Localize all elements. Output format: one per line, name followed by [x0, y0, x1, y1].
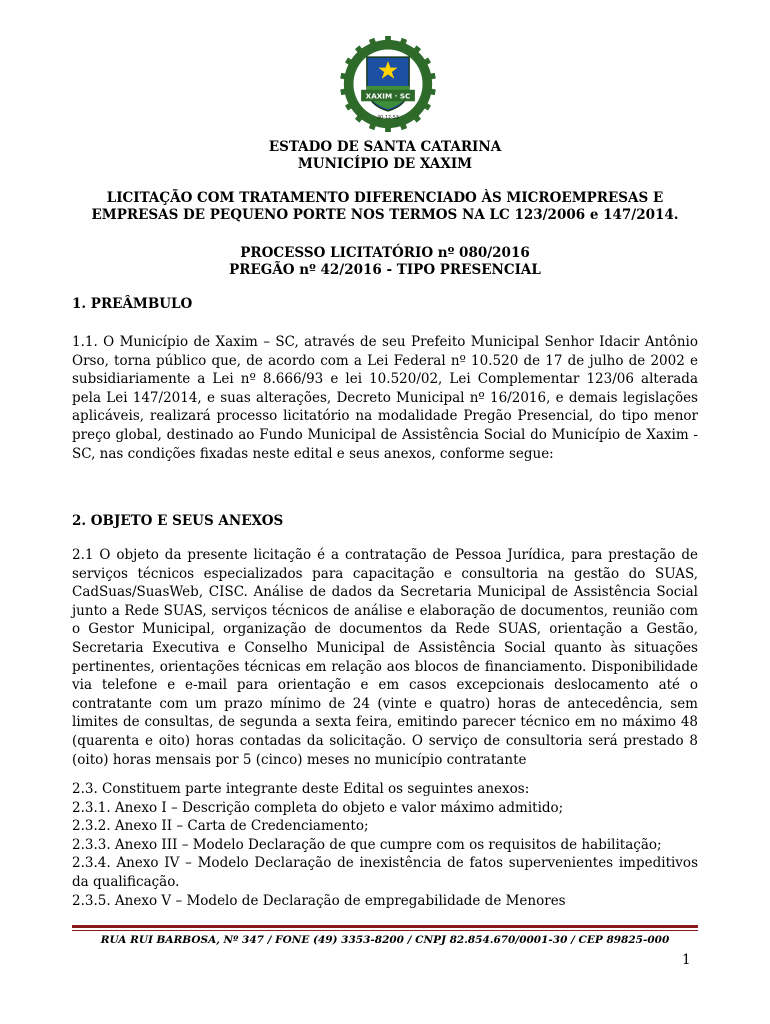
footer-rule-thick [72, 925, 698, 928]
list-item: 2.3.4. Anexo IV – Modelo Declaração de inexistência de fatos supervenientes impeditivos da qualificação. [72, 855, 698, 890]
header-process-number: PROCESSO LICITATÓRIO nº 080/2016 [240, 245, 530, 261]
seal-date-text: 30-12-53 [377, 115, 399, 121]
list-item: 2.3.1. Anexo I – Descrição completa do objeto e valor máximo admitido; [72, 799, 564, 816]
header-licitation-type [60, 190, 710, 224]
header-licitation-line2: EMPRESAS DE PEQUENO PORTE NOS TERMOS NA LC 123/2006 e 147/2014. [91, 207, 679, 223]
header-state-municipality [60, 139, 710, 173]
list-item: 2.3.2. Anexo II – Carta de Credenciamento; [72, 818, 369, 835]
header-licitation-line1: LICITAÇÃO COM TRATAMENTO DIFERENCIADO ÀS MICROEMPRESAS E [106, 190, 664, 206]
section-title-preambulo: 1. PREÂMBULO [72, 296, 193, 312]
footer-rule-thin [72, 930, 698, 931]
list-item: 2.3.5. Anexo V – Modelo de Declaração de empregabilidade de Menores [72, 892, 566, 909]
paragraph-objeto: 2.1 O objeto da presente licitação é a contratação de Pessoa Jurídica, para prestação de serviços técnicos especializados para capacitação e consultoria na gestão do SUAS, CadSuas/SuasWeb, CISC. Análise de dados da Secretaria Municipal de Assistência Social junto a Rede SUAS, serviços técnicos de análise e elaboração de documentos, reunião com o Gestor Municipal, organização de documentos da Rede SUAS, orientação a Gestão, Secretaria Executiva e Conselho Municipal de Assistência Social quanto às situações pertinentes, orientações técnicas em relação aos blocos de financiamento. Disponibilidade via telefone e e-mail para orientação e em casos excepcionais deslocamento até o contratante com um prazo mínimo de 24 (vinte e quatro) horas de antecedência, sem limites de consultas, de segunda a sexta feira, emitindo parecer técnico em no máximo 48 (quarenta e oito) horas contadas da solicitação. O serviço de consultoria será prestado 8 (oito) horas mensais por 5 (cinco) meses no município contratante [72, 547, 698, 768]
municipal-seal-icon [340, 36, 436, 132]
annex-list [72, 780, 698, 910]
header-state: ESTADO DE SANTA CATARINA [268, 139, 502, 155]
page-number: 1 [682, 952, 691, 968]
section-title-objeto: 2. OBJETO E SEUS ANEXOS [72, 513, 284, 529]
header-municipality: MUNICÍPIO DE XAXIM [297, 156, 473, 172]
paragraph-preambulo: 1.1. O Município de Xaxim – SC, através de seu Prefeito Municipal Senhor Idacir Antônio Orso, torna público que, de acordo com a Lei Federal nº 10.520 de 17 de julho de 2002 e subsidiariamente a Lei nº 8.666/93 e lei 10.520/02, Lei Complementar 123/06 alterada pela Lei 147/2014, e suas alterações, Decreto Municipal nº 16/2016, e demais legislações aplicáveis, realizará processo licitatório na modalidade Pregão Presencial, do tipo menor preço global, destinado ao Fundo Municipal de Assistência Social do Município de Xaxim - SC, nas condições fixadas neste edital e seus anexos, conforme segue: [72, 334, 698, 462]
footer-address: RUA RUI BARBOSA, Nº 347 / FONE (49) 3353-8200 / CNPJ 82.854.670/0001-30 / CEP 89825-000 [100, 934, 670, 946]
header-pregao-number: PREGÃO nº 42/2016 - TIPO PRESENCIAL [229, 262, 541, 278]
seal-name-text: XAXIM · SC [365, 91, 411, 101]
list-item: 2.3. Constituem parte integrante deste Edital os seguintes anexos: [72, 781, 530, 797]
header-process [60, 245, 710, 279]
list-item: 2.3.3. Anexo III – Modelo Declaração de que cumpre com os requisitos de habilitação; [72, 836, 662, 853]
